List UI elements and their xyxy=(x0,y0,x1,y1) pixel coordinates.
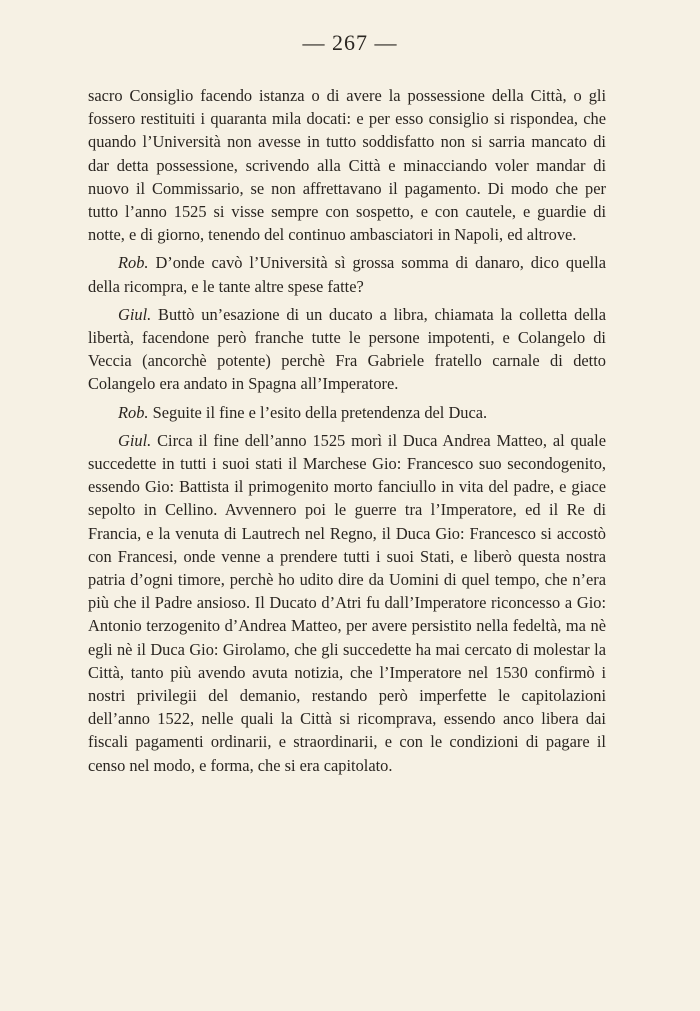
speaker-label: Rob. xyxy=(118,253,149,273)
page-number: — 267 — xyxy=(302,30,398,55)
paragraph-continuation xyxy=(88,84,606,246)
dialogue-paragraph xyxy=(88,251,606,297)
dialogue-paragraph xyxy=(88,429,606,777)
paragraph-text: Seguite il fine e l’esito della pretendenza del Duca. xyxy=(152,402,488,422)
dialogue-paragraph xyxy=(88,303,606,396)
dialogue-paragraph xyxy=(88,401,606,424)
paragraph-text: D’onde cavò l’Università sì grossa somma di danaro, dico quella della ricompra, e le tante altre spese fatte? xyxy=(88,253,606,296)
speaker-label: Giul. xyxy=(118,430,152,450)
paragraph-text: sacro Consiglio facendo istanza o di avere la possessione della Città, o gli fossero restituiti i quaranta mila docati: e per esso consiglio si rispondea, che quando l’Università non avesse in tutto soddisfatto non si sarria mancato di dar detta possessione, scrivendo alla Città e minacciando voler mandar di nuovo il Commissario, se non affrettavano il pagamento. Di modo che per tutto l’anno 1525 si visse sempre con sospetto, e con cautele, e guardie di notte, e di giorno, tenendo del continuo ambasciatori in Napoli, ed altrove. xyxy=(88,86,606,245)
speaker-label: Rob. xyxy=(118,402,149,422)
body-text xyxy=(88,84,606,782)
paragraph-text: Buttò un’esazione di un ducato a libra, chiamata la colletta della libertà, facendone però franche tutte le persone impotenti, e Colangelo di Veccia (ancorchè potente) perchè Fra Gabriele fratello carnale di detto Colangelo era andato in Spagna all’Imperatore. xyxy=(88,304,606,394)
speaker-label: Giul. xyxy=(118,304,152,324)
paragraph-text: Circa il fine dell’anno 1525 morì il Duca Andrea Matteo, al quale succedette in tutti i suoi stati il Marchese Gio: Francesco suo secondogenito, essendo Gio: Battista il primogenito morto fanciullo in vita del padre, e giace sepolto in Cellino. Avvennero poi le guerre tra l’Imperatore, ed il Re di Francia, e la venuta di Lautrech nel Regno, il Duca Gio: Francesco si accostò con Francesi, onde venne a prendere tutti i suoi Stati, e liberò questa nostra patria d’ogni timore, perchè ho udito dire da Uomini di quel tempo, che n’era più che il Padre ansioso. Il Ducato d’Atri fu dall’Imperatore riconcesso a Gio: Antonio terzogenito d’Andrea Matteo, per avere persistito nella fedeltà, ma nè egli nè il Duca Gio: Girolamo, che gli succedette ha mai cercato di molestar la Città, tanto più avendo avuta notizia, che l’Imperatore nel 1530 confirmò i nostri privilegii del demanio, restando però imperfette le capitolazioni dell’anno 1522, nelle quali la Città si ricomprava, essendo anco libera dai fiscali pagamenti ordinarii, e straordinarii, e con le condizioni di pagare il censo nel modo, e forma, che si era capitolato. xyxy=(88,430,606,775)
